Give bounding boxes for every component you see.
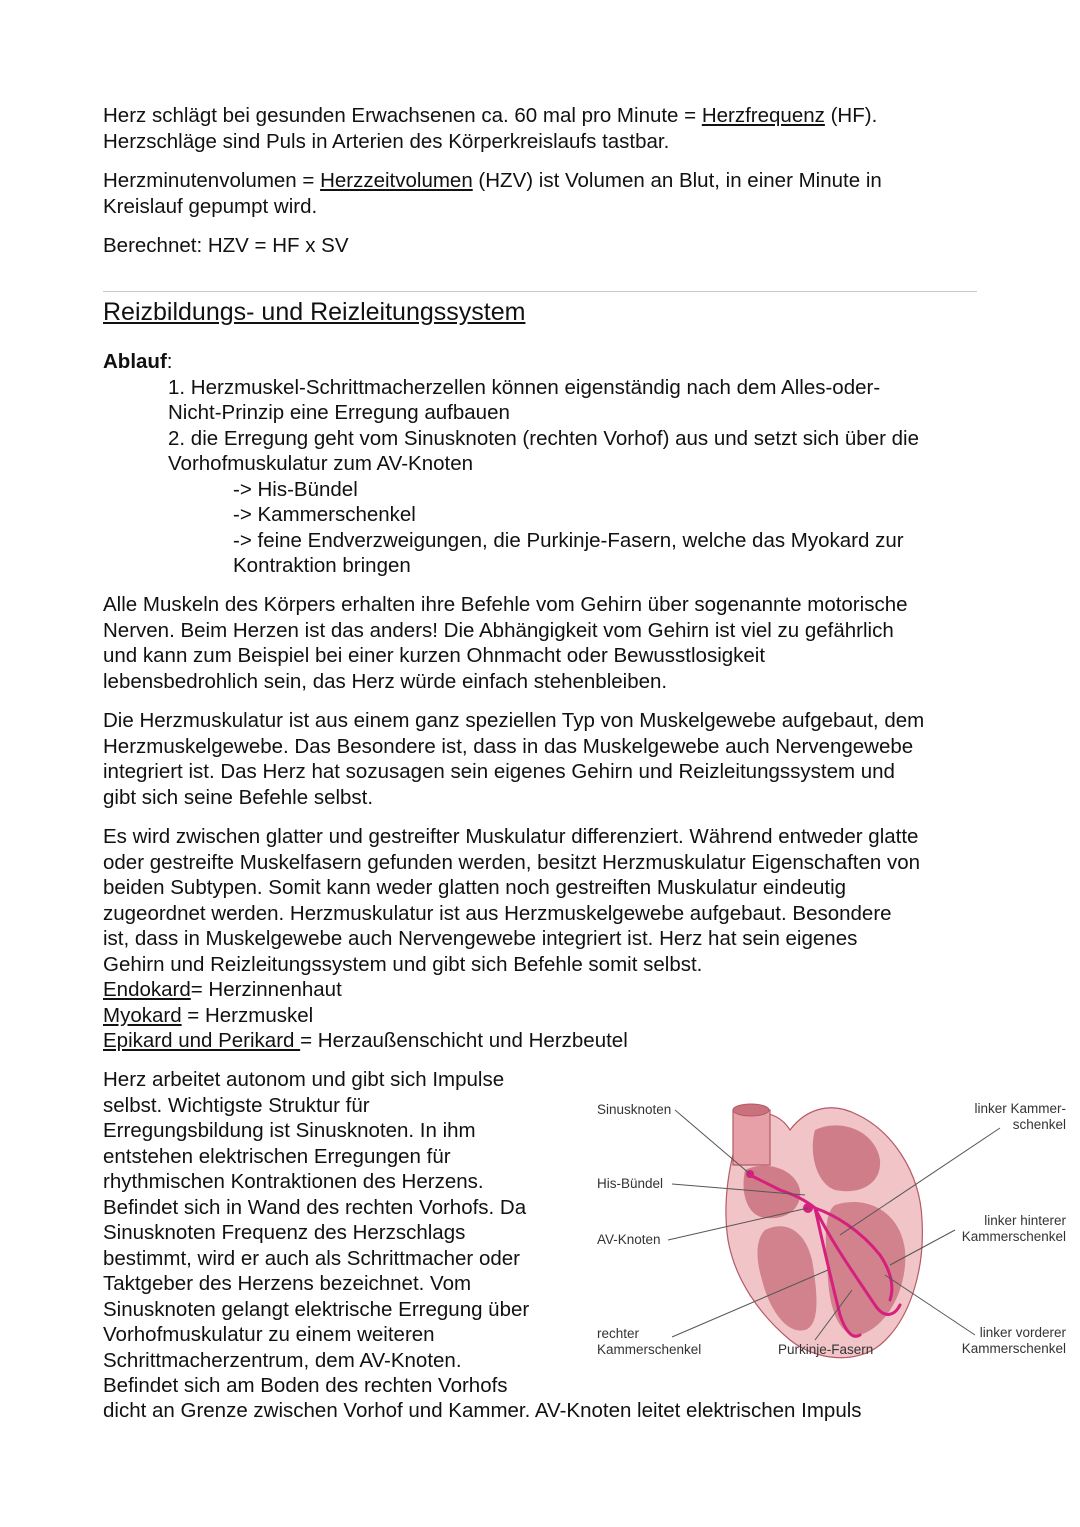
text-line: entstehen elektrischen Erregungen für: [103, 1144, 451, 1168]
text-line: oder gestreifte Muskelfasern gefunden werden, besitzt Herzmuskulatur Eigenschaften von: [103, 850, 921, 874]
horizontal-divider: [103, 291, 977, 292]
label-purkinje-fasern: Purkinje-Fasern: [778, 1342, 874, 1357]
paragraph-heart-muscle: [103, 708, 983, 810]
text-line: Kreislauf gepumpt wird.: [103, 194, 318, 218]
ablauf-label: [103, 349, 983, 375]
text-line: [103, 103, 983, 129]
paragraph-muscle-types: [103, 824, 983, 1054]
section-heading: [103, 297, 525, 327]
term-text: Epikard und Perikard: [103, 1029, 301, 1052]
heading-text: Reizbildungs- und Reizleitungssystem: [103, 298, 526, 326]
text-span: Herzminutenvolumen =: [103, 169, 321, 192]
sub-step-purkinje-cont: Kontraktion bringen: [233, 554, 411, 577]
step-1: 1. Herzmuskel-Schrittmacherzellen können eigenständig nach dem Alles-oder-: [168, 375, 881, 399]
formula-line: Berechnet: HZV = HF x SV: [103, 234, 349, 257]
term-herzzeitvolumen: Herzzeitvolumen: [320, 169, 473, 192]
text-line: Befindet sich in Wand des rechten Vorhofs. Da: [103, 1195, 527, 1219]
label-line: linker vorderer: [979, 1325, 1066, 1340]
intro-section: [103, 103, 983, 259]
text-line: Herz arbeitet autonom und gibt sich Impulse: [103, 1068, 505, 1091]
label-sinusknoten: Sinusknoten: [597, 1102, 672, 1117]
term-definition: = Herzmuskel: [181, 1003, 314, 1027]
heart-rate-paragraph: [103, 103, 983, 154]
text-line: Die Herzmuskulatur ist aus einem ganz speziellen Typ von Muskelgewebe aufgebaut, dem: [103, 709, 925, 732]
label-linker-vorderer-kammerschenkel: [962, 1325, 1066, 1357]
ablauf-label-text: Ablauf: [103, 350, 167, 373]
term-definition: = Herzinnenhaut: [190, 978, 342, 1001]
term-endokard: [103, 977, 983, 1003]
text-line: Nerven. Beim Herzen ist das anders! Die Abhängigkeit vom Gehirn ist viel zu gefährlich: [103, 618, 894, 642]
text-span: (HZV) ist Volumen an Blut, in einer Minute in: [472, 169, 882, 192]
text-line: Schrittmacherzentrum, dem AV-Knoten.: [103, 1348, 462, 1372]
label-line: Kammerschenkel: [597, 1342, 702, 1357]
text-line: Taktgeber des Herzens bezeichnet. Vom: [103, 1272, 472, 1295]
step-1-cont: Nicht-Prinzip eine Erregung aufbauen: [168, 401, 510, 424]
text-span: (HF).: [824, 104, 878, 127]
text-line: und kann zum Beispiel bei einer kurzen Ohnmacht oder Bewusstlosigkeit: [103, 644, 766, 667]
text-line: Befindet sich am Boden des rechten Vorhofs: [103, 1374, 508, 1397]
sinus-node-text: [103, 1067, 573, 1399]
term-epikard: [103, 1028, 983, 1054]
label-av-knoten: AV-Knoten: [597, 1232, 661, 1247]
text-line: Es wird zwischen glatter und gestreifter Muskulatur differenziert. Während entweder glatte: [103, 825, 919, 848]
heart-conduction-diagram: [590, 1090, 1080, 1380]
text-line: Alle Muskeln des Körpers erhalten ihre Befehle vom Gehirn über sogenannte motorische: [103, 593, 908, 616]
text-line: Herzschläge sind Puls in Arterien des Körperkreislaufs tastbar.: [103, 129, 670, 153]
label-line: schenkel: [1012, 1117, 1066, 1132]
text-line: Vorhofmuskulatur zu einem weiteren: [103, 1323, 435, 1346]
text-line: zugeordnet werden. Herzmuskulatur ist aus Herzmuskelgewebe aufgebaut. Besondere: [103, 901, 892, 925]
text-line: beiden Subtypen. Somit kann weder glatten noch gestreiften Muskulatur eindeutig: [103, 876, 847, 899]
text-span: Herz schlägt bei gesunden Erwachsenen ca. 60 mal pro Minute =: [103, 104, 702, 127]
text-line: rhythmischen Kontraktionen des Herzens.: [103, 1170, 484, 1193]
label-rechter-kammerschenkel: [597, 1326, 701, 1358]
aorta: [733, 1110, 770, 1165]
aorta-opening: [733, 1104, 769, 1116]
label-his-buendel: His-Bündel: [597, 1176, 664, 1191]
text-line: Gehirn und Reizleitungssystem und gibt sich Befehle somit selbst.: [103, 952, 703, 976]
text-line: gibt sich seine Befehle selbst.: [103, 785, 374, 809]
ablauf-section: [103, 349, 983, 579]
label-linker-hinterer-kammerschenkel: [962, 1213, 1066, 1245]
text-line: Herzmuskelgewebe. Das Besondere ist, dass in das Muskelgewebe auch Nervengewebe: [103, 734, 914, 758]
label-linker-kammerschenkel: [974, 1101, 1066, 1133]
term-text: Myokard: [103, 1003, 182, 1027]
term-text: Endokard: [103, 978, 191, 1001]
term-myokard: [103, 1003, 983, 1029]
text-line: lebensbedrohlich sein, das Herz würde einfach stehenbleiben.: [103, 669, 668, 693]
paragraph-motor-nerves: [103, 592, 983, 694]
text-line: Sinusknoten Frequenz des Herzschlags: [103, 1221, 466, 1244]
text-span: :: [166, 350, 173, 373]
text-line: bestimmt, wird er auch als Schrittmacher oder: [103, 1246, 520, 1270]
cardiac-output-paragraph: [103, 168, 983, 219]
term-herzfrequenz: Herzfrequenz: [701, 104, 825, 127]
text-line: selbst. Wichtigste Struktur für: [103, 1093, 370, 1117]
text-line: ist, dass in Muskelgewebe auch Nervengewebe integriert ist. Herz hat sein eigenes: [103, 927, 858, 950]
label-line: Kammerschenkel: [961, 1341, 1066, 1356]
text-line: Sinusknoten gelangt elektrische Erregung über: [103, 1297, 530, 1321]
sub-step-his: -> His-Bündel: [233, 477, 358, 501]
step-2-cont: Vorhofmuskulatur zum AV-Knoten: [168, 452, 474, 475]
text-line: Erregungsbildung ist Sinusknoten. In ihm: [103, 1119, 476, 1142]
text-line-last: dicht an Grenze zwischen Vorhof und Kammer. AV-Knoten leitet elektrischen Impuls: [103, 1399, 862, 1422]
sub-step-purkinje: -> feine Endverzweigungen, die Purkinje-Fasern, welche das Myokard zur: [233, 528, 904, 552]
body-section: [103, 592, 983, 1068]
label-line: linker hinterer: [984, 1213, 1066, 1228]
sub-step-kammerschenkel: -> Kammerschenkel: [233, 503, 416, 526]
step-2: 2. die Erregung geht vom Sinusknoten (rechten Vorhof) aus und setzt sich über die: [168, 426, 919, 450]
label-line: Kammerschenkel: [961, 1229, 1066, 1244]
label-line: rechter: [597, 1326, 640, 1341]
term-definition: = Herzaußenschicht und Herzbeutel: [300, 1029, 628, 1052]
text-line: [103, 168, 983, 194]
text-line: integriert ist. Das Herz hat sozusagen sein eigenes Gehirn und Reizleitungssystem und: [103, 760, 895, 783]
label-line: linker Kammer-: [974, 1101, 1066, 1116]
